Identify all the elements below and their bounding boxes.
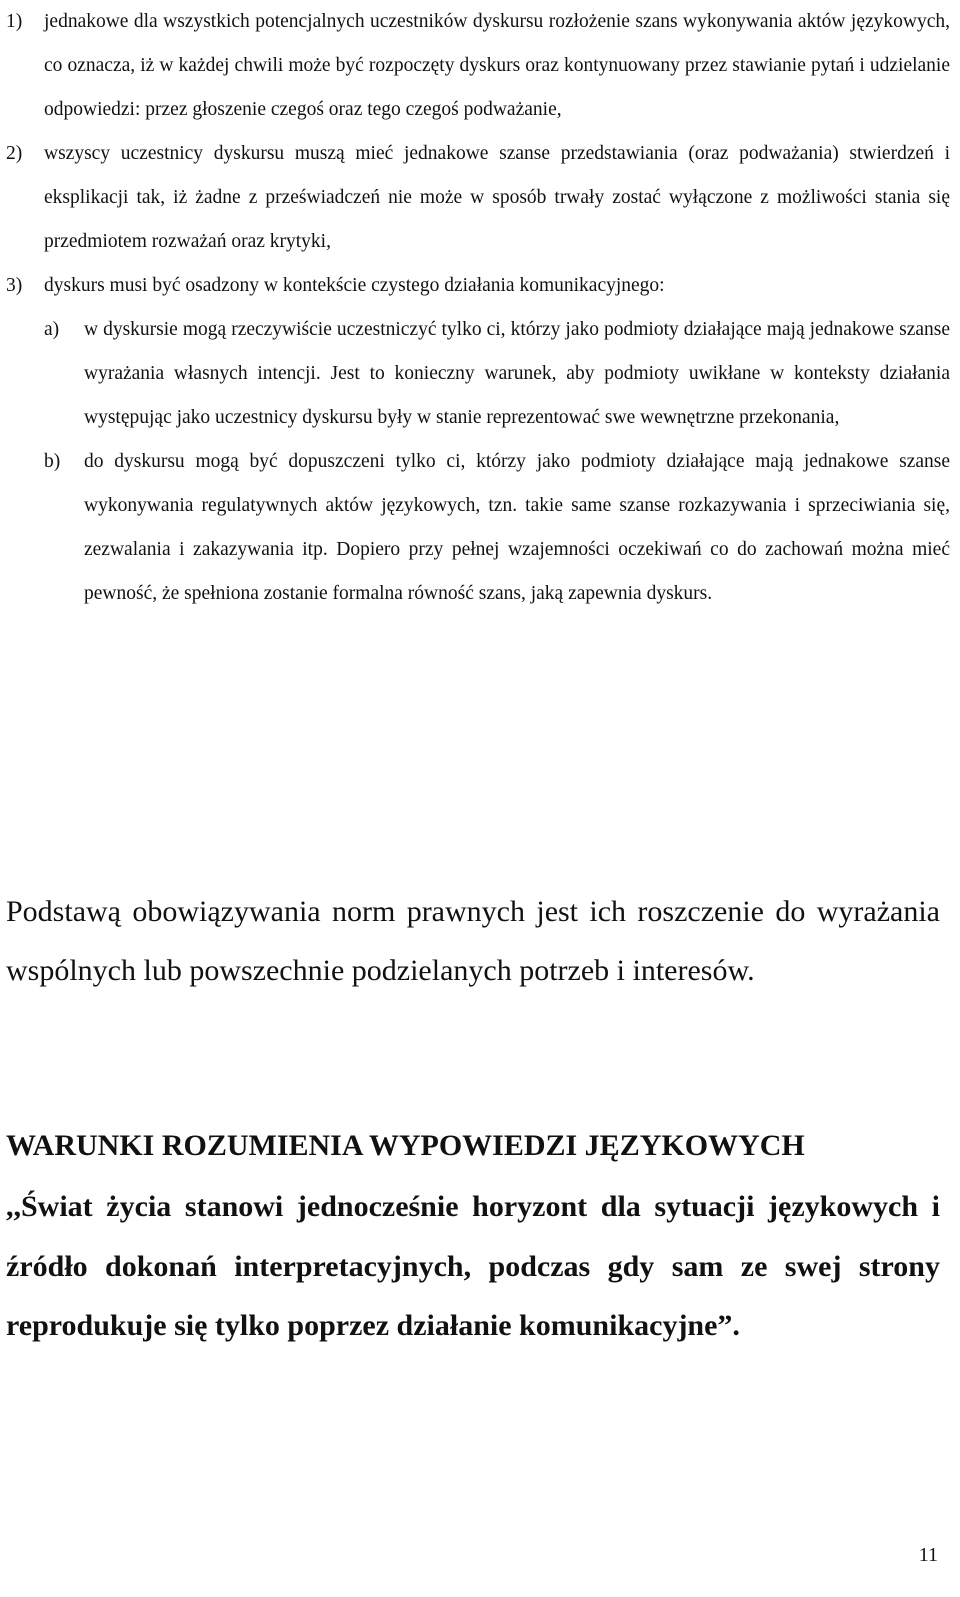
list-item-1: [6, 0, 950, 132]
list-item-text: dyskurs musi być osadzony w kontekście czystego działania komunikacyjnego:: [44, 275, 665, 296]
body-paragraph: Podstawą obowiązywania norm prawnych jest ich roszczenie do wyrażania wspólnych lub powszechnie podzielanych potrzeb i interesów.: [6, 895, 940, 987]
section-heading: WARUNKI ROZUMIENIA WYPOWIEDZI JĘZYKOWYCH: [6, 1129, 805, 1162]
sub-item-text: w dyskursie mogą rzeczywiście uczestniczyć tylko ci, którzy jako podmioty działające mają jednakowe szanse wyrażania własnych intencji. Jest to konieczny warunek, aby podmioty uwikłane w konteksty działania występując jako uczestnicy dyskursu były w stanie reprezentować swe wewnętrzne przekonania,: [84, 319, 950, 428]
sub-item-b: [44, 440, 950, 616]
list-item-number: 1): [6, 11, 23, 32]
sub-item-a: [44, 308, 950, 440]
list-item-text: wszyscy uczestnicy dyskursu muszą mieć jednakowe szanse przedstawiania (oraz podważania) stwierdzeń i eksplikacji tak, iż żadne z przeświadczeń nie może w sposób trwały zostać wyłączone z możliwości stania się przedmiotem rozważań oraz krytyki,: [44, 143, 950, 252]
sub-item-text: do dyskursu mogą być dopuszczeni tylko ci, którzy jako podmioty działające mają jednakowe szanse wykonywania regulatywnych aktów językowych, tzn. takie same szanse rozkazywania i sprzeciwiania się, zezwalania i zakazywania itp. Dopiero przy pełnej wzajemności oczekiwań co do zachowań można mieć pewność, że spełniona zostanie formalna równość szans, jaką zapewnia dyskurs.: [84, 451, 950, 604]
sub-item-letter: a): [44, 319, 60, 340]
bold-quote: ,,Świat życia stanowi jednocześnie horyzont dla sytuacji językowych i źródło dokonań interpretacyjnych, podczas gdy sam ze swej strony reprodukuje się tylko poprzez działanie komunikacyjne”.: [6, 1190, 940, 1342]
list-item-number: 2): [6, 143, 23, 164]
list-item-number: 3): [6, 275, 23, 296]
list-item-3: [6, 264, 950, 308]
list-item-text: jednakowe dla wszystkich potencjalnych uczestników dyskursu rozłożenie szans wykonywania aktów językowych, co oznacza, iż w każdej chwili może być rozpoczęty dyskurs oraz kontynuowany przez stawianie pytań i udzielanie odpowiedzi: przez głoszenie czegoś oraz tego czegoś podważanie,: [44, 11, 950, 120]
conditions-list: [6, 0, 950, 616]
list-item-2: [6, 132, 950, 264]
sub-item-letter: b): [44, 451, 61, 472]
page-number: 11: [918, 1544, 938, 1566]
